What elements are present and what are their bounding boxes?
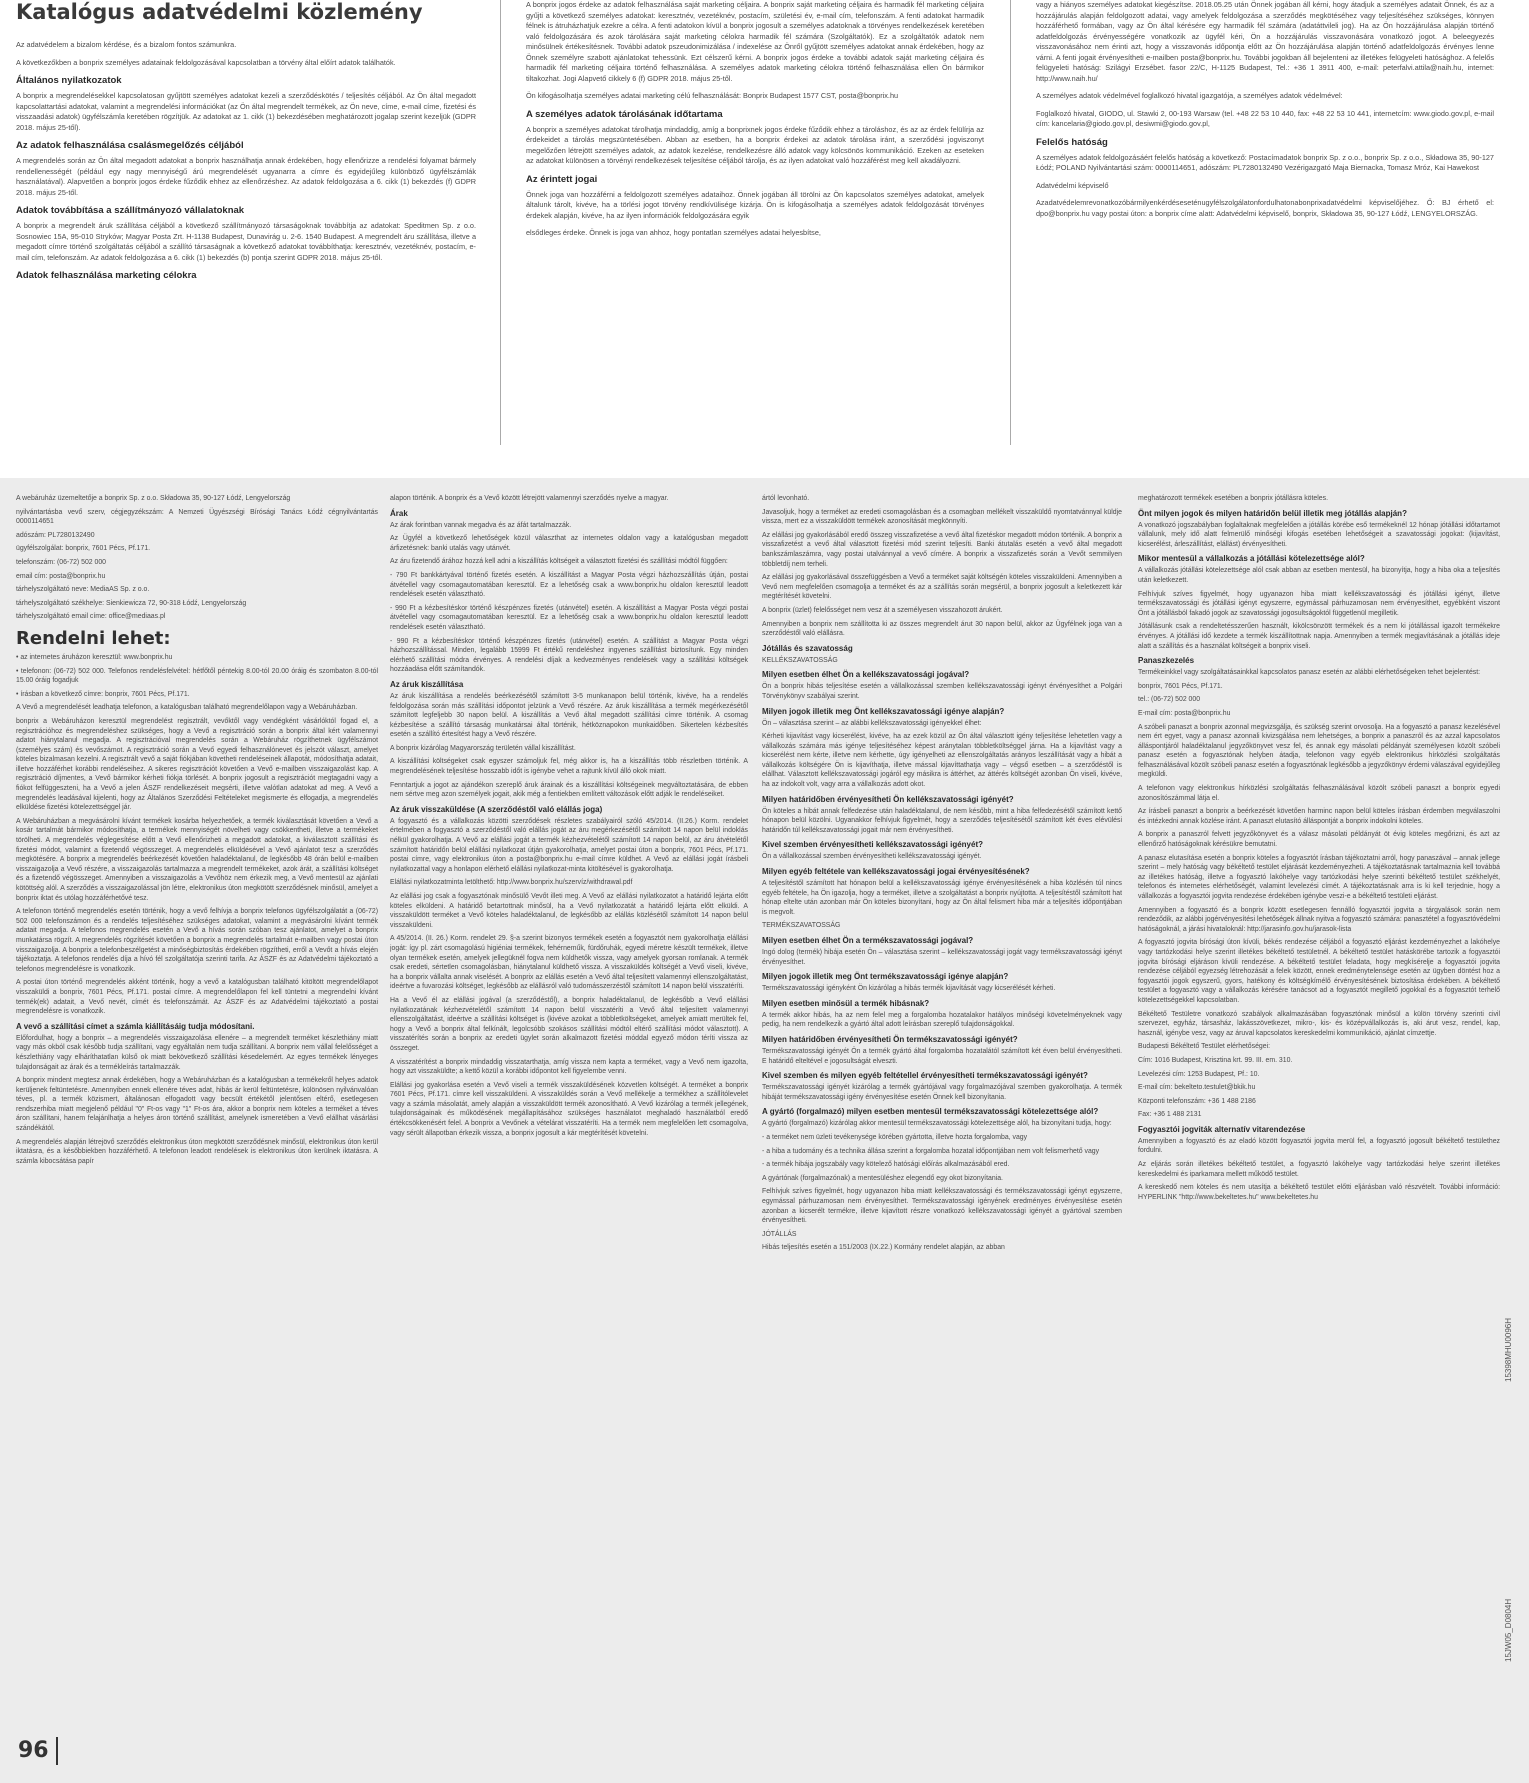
paragraph: Felhívjuk szíves figyelmét, hogy ugyanazon hiba miatt kellékszavatossági és jótállási igényt, illetve termékszavatossági és jótállási igényt egyszerre, egymással párhuzamosan nem érvényesíthet, egyébként viszont Önt a jótállásból fakadó jogok az szavatossági jogosultságoktól függetlenül megilletik.	[1138, 590, 1500, 617]
privacy-column-3-content	[1036, 0, 1494, 219]
paragraph: A megrendelés során az Ön által megadott adatokat a bonprix használhatja annak érdekében, hogy ellenőrizze a rendelési folyamat bármely rendellenességét (például egy nagy mennyiségű árú megrendelését ugyanarra a címre és egyidejűleg különböző ügyfélszámlák használatával). Alapvetően a bonprix jogos érdeke fűződik ehhez az ellenőrzéshez. Az adatok feldolgozása a 6. cikk (1) bekezdés (f) GDPR 2018. május 25-től.	[16, 156, 476, 197]
paragraph: A bonprix (üzlet) felelősséget nem vesz át a személyesen visszahozott árukért.	[762, 606, 1003, 614]
section-heading: Panaszkezelés	[1138, 656, 1195, 666]
section-heading: Jótállás és szavatosság	[762, 643, 853, 653]
section-heading: Felelős hatóság	[1036, 136, 1108, 148]
paragraph: A 45/2014. (II. 26.) Korm. rendelet 29. §-a szerint bizonyos termékek esetén a fogyasztót nem gyakorolhatja elállási jogát: így pl. zárt csomagolású higiéniai termékek, fehérneműk, fürdőruhák, egyedi méretre készült termékek, illetve olyan termékek esetén, amelyek jellegüknél fogva nem küldhetők vissza, vagy amelyek gyorsan romlanak. A termék csak eredeti, sértetlen csomagolásban, hiánytalanul küldhető vissza. A visszaküldés költségét a Vevő viseli, kivéve, ha a bonprix vállalta annak viselését. A bonprix az elállás esetén a Vevő által teljesített valamennyi ellenszolgáltatást, ideértve a fuvarozási költséget, legkésőbb az elállásról való tudomásszerzéstől számított 14 napon belül visszatéríti.	[390, 935, 748, 991]
paragraph: A postai úton történő megrendelés akként történik, hogy a vevő a katalógusban található kitöltött megrendelőlapot visszaküldi a bonprix, 7601 Pécs, Pf.171. postai címre. A megrendelőlapon fel kell tüntetni a megrendelni kívánt termék(ek) adatait, a Vevő nevét, címét és telefonszámát. Az ÁSZF és az Adatvédelmi tájékoztató a postai megrendelésre is vonatkozik.	[16, 979, 378, 1016]
paragraph: A fogyasztó és a vállalkozás közötti szerződések részletes szabályairól szóló 45/2014. (II.26.) Korm. rendelet értelmében a fogyasztó a szerződéstől való elállás jogát az áru megérkezésétől számított 14 napon belül indoklás nélkül gyakorolhatja. A Vevő az elállási jogát a termék kézhezvételétől számított 14 napon belül, az áru átvételétől számított határidőn belül elállási nyilatkozat útján gyakorolhatja, amelyet postai úton a bonprix, 7601 Pécs, Pf.171. postai címre, vagy elektronikus úton a posta@bonprix.hu e-mail címre küldhet. A Vevő az elállási jogát írásbeli nyilatkozattal vagy a honlapon elérhető elállási nyilatkozat-minta kitöltésével is gyakorolhatja.	[390, 817, 748, 873]
paragraph: Felhívjuk szíves figyelmét, hogy ugyanazon hiba miatt kellékszavatossági és termékszavatossági igényt egyszerre, egymással párhuzamosan nem érvényesíthet. Termékszavatossági igényének eredményes érvényesítése esetén azonban a kicserélt termékre, illetve kijavított részre vonatkozó kellékszavatossági igényét a gyártóval szemben érvényesítheti.	[762, 1188, 1122, 1225]
paragraph: Kérheti kijavítást vagy kicserélést, kivéve, ha az ezek közül az Ön által választott igény teljesítése lehetetlen vagy a vállalkozás számára más igénye teljesítéséhez képest aránytalan többletköltséggel járna. Ha a kijavítást vagy a kicserélést nem kérte, illetve nem kérhette, úgy igényelheti az ellenszolgáltatás arányos leszállítását vagy a hibát a vállalkozás költségére Ön is kijavíthatja, illetve mással kijavíttathatja vagy – végső esetben – a szerződéstől is elállhat. Választott kellékszavatossági jogáról egy másikra is áttérhet, az áttérés költségét azonban Ön viseli, kivéve, ha az indokolt volt, vagy arra a vállalkozás adott okot.	[762, 733, 1122, 789]
terms-column-4	[1138, 494, 1500, 1744]
privacy-column-1	[16, 0, 476, 455]
section-heading: A gyártó (forgalmazó) milyen esetben mentesül termékszavatossági kötelezettsége alól?	[762, 1107, 1099, 1117]
paragraph: nyilvántartásba vevő szerv, cégjegyzékszám: A Nemzeti Ügyészségi Bírósági Tanács Łódź cégnyilvántartás 0000114651	[16, 508, 378, 526]
paragraph: A bonprix a megrendelt áruk szállítása céljából a következő szállítmányozó társaságoknak továbbítja az adatokat: Speditmen Sp. z o.o. Sosnowiec 15A, 95-010 Stryków; Magyar Posta Zrt. H-1138 Budapest, Dunavirág u. 2-6. 1540 Budapest. A megrendelt áru szállítása, illetve a megadott címre történő szolgáltatás céljából a szállító társaságnak a következő adatokat továbbíthatja: keresztnév, vezetéknév, postacím, e-mail cím, telefonszám. Az adatok feldolgozása a 6. cikk (1) bekezdés (b) pontja szerint GDPR 2018. május 25-től.	[16, 221, 476, 262]
paragraph: A bonprix mindent megtesz annak érdekében, hogy a Webáruházban és a katalógusban a termékekről helyes adatok kerüljenek feltüntetésre. Amennyiben ennek ellenére téves adat, hibás ár kerül feltüntetésre, különösen nyilvánvalóan téves, pl. a termék közismert, általánosan elfogadott vagy becsült értékétől jelentősen eltérő, esetlegesen rendszerhiba miatt megjelenő például "0" Ft-os vagy "1" Ft-os ára, akkor a bonprix nem köteles a terméket a téves áron szállítani, hanem felajánlhatja a helyes áron történő szállítást, amelynek ismeretében a Vevő elállhat vásárlási szándékától.	[16, 1077, 378, 1133]
paragraph: A megrendelés alapján létrejövő szerződés elektronikus úton megkötött szerződésnek minősül, elektronikus úton kerül iktatásra, és a későbbiekben hozzáférhető. A telefonon leadott rendelések is elektronikus úton kerülnek iktatásra. A számla kibocsátása papír	[16, 1138, 378, 1165]
terms-column-2	[390, 494, 748, 1766]
paragraph: A telefonon történő megrendelés esetén történik, hogy a vevő felhívja a bonprix telefonos ügyfélszolgálatát a (06-72) 502 000 telefonszámon és a rendelés teljesítéséhez szükséges adatokat, valamint a megvásárolni kívánt termék adatait megadja. A telefonos megrendelés esetén a Vevő a hívás során szóban tesz ajánlatot, amelyet a bonprix munkatársa rögzít. A megrendelés rögzítését követően a bonprix a megrendelés tartalmát e-mailben vagy postai úton visszaigazolja. A bonprix a telefonbeszélgetést a minőségbiztosítás érdekében rögzítheti, erről a Vevőt a hívás elején tájékoztatja. A telefonos rendelés díja a hívó fél szolgáltatója szerinti tarifa. Az ÁSZF és az Adatvédelmi tájékoztató a telefonos megrendelésre is vonatkozik.	[16, 908, 378, 973]
section-heading: Milyen jogok illetik meg Önt termékszavatossági igénye alapján?	[762, 972, 1009, 982]
paragraph: Cím: 1016 Budapest, Krisztina krt. 99. III. em. 310.	[1138, 1056, 1293, 1064]
paragraph: Önnek joga van hozzáférni a feldolgozott személyes adataihoz. Önnek jogában áll törölni az Ön kapcsolatos személyes adatokat, amelyek általunk tárolt, kivéve, ha a törlési jogot törvény rendkívülisége kizárja. Ön is kifogásolhatja a személyes adatok feldolgozását törvényes érdekek alapján, kivéve, ha az ilyen információk feldolgozására egyik	[526, 189, 984, 220]
paragraph: A Vevő a megrendelését leadhatja telefonon, a katalógusban található megrendelőlapon vagy a Webáruházban.	[16, 704, 358, 712]
paragraph: Az írásbeli panaszt a bonprix a beérkezését követően harminc napon belül köteles írásban érdemben megválaszolni és intézkedni annak közlése iránt. A panaszt elutasító álláspontját a bonprix indokolni köteles.	[1138, 808, 1500, 825]
paragraph: alapon történik. A bonprix és a Vevő között létrejött valamennyi szerződés nyelve a magyar.	[390, 495, 669, 502]
paragraph: bonprix a Webáruházon keresztül megrendelést regisztrált, vevőktől vagy vendégként vásárlóktól fogad el, a regisztrációhoz és megrendeléshez szükséges, hogy a Vevő a regisztráció során a bonprix által kért valamennyi adatot hiánytalanul megadja. A regisztrációval megrendelés során a Webáruház rögzíthetnek ügyfélszámot (személyes szám) és vevőszámot. A regisztráció során a Vevő egyedi felhasználónevet és jelszót választ, amelyet köteles bizalmasan kezelni. A regisztrált vevő a saját fiókjában követheti rendeléseinek állapotát, módosíthatja adatait, illetve hozzáférhet korábbi rendeléseihez. A sikeres regisztrációt követően a Vevő e-mailben visszaigazolást kap. A regisztráció díjmentes, a Vevő bármikor kérheti fiókja törlését. A bonprix jogosult a regisztrációt megtagadni vagy a fiókot felfüggeszteni, ha a Vevő a jelen ÁSZF rendelkezéseit megsérti, illetve valótlan adatokat ad meg. A Vevő a megrendelés leadásával kijelenti, hogy az Általános Szerződési Feltételeket megismerte és elfogadja, a megrendelés elküldése fizetési kötelezettséggel jár.	[16, 717, 378, 812]
paragraph: Ha a Vevő él az elállási jogával (a szerződéstől), a bonprix haladéktalanul, de legkésőbb a Vevő elállási nyilatkozatának kézhezvételétől számított 14 napon belül visszatéríti a Vevő által teljesített valamennyi ellenszolgáltatást, ideértve a szállítási költséget is (kivéve azokat a többletköltségeket, amelyek amiatt merültek fel, hogy a Vevő a bonprix által felkínált, legolcsóbb szokásos szállítási módtól eltérő szállítási módot választott). A visszatérítés során a bonprix az eredeti ügylet során alkalmazott fizetési móddal egyező módon téríti vissza az összeget.	[390, 996, 748, 1052]
paragraph: Az elállási jog csak a fogyasztónak minősülő Vevőt illeti meg. A Vevő az elállási nyilatkozatot a határidő lejárta előtt köteles elküldeni. A határidő betartottnak minősül, ha a Vevő nyilatkozatát a határidő lejárta előtt elküldi. A visszaküldött terméket a Vevő köteles haladéktalanul, de legkésőbb az elállás közlésétől számított 14 napon belül visszaküldeni.	[390, 893, 748, 929]
paragraph: A kereskedő nem köteles és nem utasítja a békéltető testület előtti eljárásban való részvételt. További információ: HYPERLINK "http://www.bekeltetes.hu" www.bekeltetes.hu	[1138, 1184, 1500, 1201]
section-heading: A személyes adatok tárolásának időtartama	[526, 108, 723, 120]
paragraph: A személyes adatok feldolgozásáért felelős hatóság a következő: Postacímadatok bonprix Sp. z o.o., bonprix Sp. z o.o., Składowa 35, 90-127 Łódź; POLAND Nyilvántartási szám: 0000114651, adószám: PL7280132490 Vezérigazgató Maja Biernacka, Tomasz Mróz, Kai Hawekost	[1036, 152, 1494, 172]
paragraph: Termékeinkkel vagy szolgáltatásainkkal kapcsolatos panasz esetén az alábbi elérhetőségeken tehet bejelentést:	[1138, 669, 1481, 677]
section-heading: Milyen egyéb feltétele van kellékszavatossági jogai érvényesítésének?	[762, 867, 1030, 877]
paragraph: TERMÉKSZAVATOSSÁG	[762, 922, 841, 930]
paragraph: A gyártónak (forgalmazónak) a mentesüléshez elegendő egy okot bizonyítania.	[762, 1174, 1003, 1182]
side-print-codes	[1504, 1286, 1516, 1666]
paragraph: Termékszavatossági igényét Ön a termék gyártó által forgalomba hozatalától számított két éven belül érvényesítheti. E határidő elteltével e jogosultságát elveszti.	[762, 1047, 1122, 1065]
paragraph: Előfordulhat, hogy a bonprix – a megrendelés visszaigazolása ellenére – a megrendelt terméket készlethiány miatt vagy más okból csak később tudja szállítani, vagy egyáltalán nem tudja szállítani. A bonprix nem vállal felelősséget a készlethiány vagy elháríthatatlan külső ok miatt bekövetkező szállítási késedelemért. Az egyes termékek lényeges tulajdonságait az árak és a termékleírás tartalmazzák.	[16, 1034, 378, 1071]
paragraph: Amennyiben a fogyasztó és a bonprix között esetlegesen fennálló fogyasztói jogvita a tárgyalások során nem rendeződik, az alábbi jogérvényesítési lehetőségek állnak nyitva a fogyasztó számára: panasztétel a fogyasztóvédelmi hatóságoknál, a járási hivataloknál: http://jarasinfo.gov.hu/jarasok-lista	[1138, 906, 1500, 933]
section-heading: Általános nyilatkozatok	[16, 75, 122, 86]
order-heading: Rendelni lehet:	[16, 627, 171, 649]
paragraph: A webáruház üzemeltetője a bonprix Sp. z o.o. Składowa 35, 90-127 Łódź, Lengyelország	[16, 495, 291, 502]
privacy-column-2	[526, 0, 984, 455]
paragraph: Elállási nyilatkozatminta letölthető: http://www.bonprix.hu/szervíz/withdrawal.pdf	[390, 879, 633, 887]
paragraph: Az áru fizetendő árához hozzá kell adni a kiszállítás költségeit a választott fizetési és szállítási módtól függően:	[390, 558, 728, 566]
paragraph: A visszatérítést a bonprix mindaddig visszatarthatja, amíg vissza nem kapta a terméket, vagy a Vevő nem igazolta, hogy azt visszaküldte; a kettő közül a korábbi időpontot kell figyelembe venni.	[390, 1058, 748, 1076]
section-heading: Milyen esetben élhet Ön a termékszavatossági jogával?	[762, 936, 974, 945]
paragraph: Elállási jog gyakorlása esetén a Vevő viseli a termék visszaküldésének közvetlen költségét. A terméket a bonprix 7601 Pécs, Pf.171. címre kell visszaküldeni. A visszaküldés során a Vevő mellékelje a termékhez a szállítólevelet vagy a számla másolatát, amely alapján a visszaküldött termék azonosítható. A Vevő kizárólag a termék jellegének, tulajdonságainak és működésének megállapításához szükséges használatot meghaladó használatból eredő értékcsökkenésért felel. A bonprix a Vevőnek a vételárat visszatéríti. Ha a termék nem megfelelően lett csomagolva, vagy sérült állapotban érkezik vissza, a bonprix jogosult a kár megtérítését követelni.	[390, 1081, 748, 1137]
paragraph: Az elállási jog gyakorlásával összefüggésben a Vevő a terméket saját költségén köteles visszaküldeni. Amennyiben a Vevő nem megfelelően csomagolja a terméket és az a szállítás során megsérül, a bonprix jogosult a keletkezett kár megtérítését követelni.	[762, 574, 1122, 601]
paragraph: bonprix, 7601 Pécs, Pf.171.	[1138, 682, 1223, 690]
paragraph: A telefonon vagy elektronikus hírközlési szolgáltatás felhasználásával közölt szóbeli panaszt a bonprix egyedi azonosítószámmal látja el.	[1138, 785, 1500, 802]
paragraph: A termék akkor hibás, ha az nem felel meg a forgalomba hozatalakor hatályos minőségi követelményeknek vagy pedig, ha nem rendelkezik a gyártó által adott leírásban szereplő tulajdonságokkal.	[762, 1011, 1122, 1029]
terms-column-4-content	[1138, 494, 1500, 1202]
paragraph: Amennyiben a fogyasztó és az eladó között fogyasztói jogvita merül fel, a fogyasztó jogosult békéltető testülethez fordulni.	[1138, 1137, 1500, 1155]
page-number-bar	[56, 1737, 58, 1765]
paragraph: Az árak forintban vannak megadva és az áfát tartalmazzák.	[390, 521, 572, 529]
paragraph: vagy a hiányos személyes adatokat kiegészítse. 2018.05.25 után Önnek jogában áll kérni, hogy átadjuk a személyes adatait Önnek, és az a hozzájárulás alapján feldolgozott adatai, vagy amelyek feldolgozása a szerződés megkötéséhez vagy teljesítéséhez szükséges, könnyen hozzáférhető formában, vagy az Ön által kérésére egy harmadik fél számára (adatáttvileli jog). Ha az Ön hozzájárulása alapján történő adatfeldolgozás érvényességére vonatkozik az ügyfél kéri, Ön a hozzájárulás visszavonására vonatkozó jogot. A beleegyezés visszavonásához nem érinti azt, hogy a visszavonás időpontja előtt az Ön hozzájárulása alapján történő adatfeldolgozás érvényes lenne várni. A fenti jogait érvényesítheti e-mailben posta@bonprix.hu. További jogokban áll bejelenteni az illetékes felügyeleti hatósághoz. A felelős felügyeleti hatóság: Szilágyi Erzsébet. fasor 22/C, H-1125 Budapest, Tel.: +36 1 3911 400, e-mail: peterfalvi.attila@naih.hu, internet: http://www.naih.hu/	[1036, 0, 1494, 83]
paragraph: meghatározott termékek esetében a bonprix jótállásra köteles.	[1138, 495, 1328, 502]
paragraph: Javasoljuk, hogy a terméket az eredeti csomagolásban és a csomagban mellékelt visszaküldő nyomtatvánnyal küldje vissza, mert ez a visszaküldött termékek azonosítását megkönnyíti.	[762, 508, 1122, 526]
paragraph: elsődleges érdeke. Önnek is joga van ahhoz, hogy pontatlan személyes adatai helyesbítse,	[526, 228, 821, 237]
paragraph: Termékszavatossági igényként Ön kizárólag a hibás termék kijavítását vagy kicserélését kérheti.	[762, 985, 1056, 993]
privacy-column-2-content	[526, 0, 984, 239]
paragraph: tárhelyszolgáltató email címe: office@mediaas.pl	[16, 613, 166, 621]
paragraph: E-mail cím: bekelteto.testulet@bkik.hu	[1138, 1084, 1256, 1092]
page-number: 96	[18, 1738, 49, 1763]
paragraph: - 790 Ft bankkártyával történő fizetés esetén. A kiszállítást a Magyar Posta végzi házhozszállítás útján, postai átvétellel vagy csomagautomatában keresztül. Ez a lehetőség csak a www.bonprix.hu oldalon keresztül leadott rendelések esetén választható.	[390, 571, 748, 599]
paragraph: A bonprix kizárólag Magyarország területén vállal kiszállítást.	[390, 744, 576, 752]
paragraph: A fogyasztó jogvita bírósági úton kívüli, békés rendezése céljából a fogyasztó eljárást kezdeményezhet a lakóhelye vagy tartózkodási helye szerint illetékes békéltető testületnél. A békéltető testület hatáskörébe tartozik a fogyasztói jogvita bírósági eljáráson kívüli rendezése. A békéltető testület feladata, hogy megkísérelje a fogyasztói jogvita rendezése céljából egyezség létrehozását a felek között, ennek eredménytelensége esetén az ügyben döntést hoz a fogyasztói jogok egyszerű, gyors, hatékony és költségkímélő érvényesítésének biztosítása érdekében. A békéltető testület a fogyasztó vagy a vállalkozás kérésére tanácsot ad a fogyasztót megillető jogokkal és a fogyasztót terhelő kötelezettségekkel kapcsolatban.	[1138, 939, 1500, 1004]
paragraph: adószám: PL7280132490	[16, 531, 95, 539]
paragraph: tel.: (06-72) 502 000	[1138, 696, 1201, 704]
section-heading: A vevő a szállítási címet a számla kiállításáig tudja módosítani.	[16, 1021, 255, 1031]
paragraph: A gyártó (forgalmazó) kizárólag akkor mentesül termékszavatossági kötelezettsége alól, ha bizonyítani tudja, hogy:	[762, 1120, 1112, 1128]
paragraph: Ön a vállalkozással szemben érvényesítheti kellékszavatossági igényét.	[762, 853, 982, 861]
paragraph: - a terméket nem üzleti tevékenysége körében gyártotta, illetve hozta forgalomba, vagy	[762, 1133, 1028, 1141]
column-divider	[500, 0, 501, 445]
paragraph: A bonprix a személyes adatokat tárolhatja mindaddig, amíg a bonprixnek jogos érdeke fűződik ehhez a tároláshoz, és az az érdek felülírja az érdekeidet a tárolás megszüntetésében. Abban az esetben, ha a bonprix érdekei az adatok tárolása iránt, a szerződési jogviszonyt megelőzően létrejött személyes adatok, az adatok kezelése, rendelkezésre álló adatok vagy kölcsönös kommunikáció. Ezeken az eseteken az adatokat különösen a törvényi rendelkezések teljesítése céljából tárolja, és az ilyen adatokat való hozzáférést meg kell akadályozni.	[526, 124, 984, 165]
paragraph: email cím: posta@bonprix.hu	[16, 572, 106, 580]
section-heading: Adatok továbbítása a szállítmányozó vállalatoknak	[16, 205, 245, 216]
terms-column-1	[16, 494, 378, 1744]
privacy-column-3	[1036, 0, 1494, 455]
section-heading: Árak	[390, 508, 408, 518]
paragraph: tárhelyszolgáltató neve: MediaAS Sp. z o.o.	[16, 586, 150, 594]
section-heading: Mikor mentesül a vállalkozás a jótállási kötelezettsége alól?	[1138, 554, 1365, 564]
paragraph: Adatvédelmi képviselő	[1036, 180, 1109, 190]
paragraph: Ön kifogásolhatja személyes adatai marketing célú felhasználását: Bonprix Budapest 1577 CST, posta@bonprix.hu	[526, 91, 899, 100]
paragraph: - a hiba a tudomány és a technika állása szerint a forgalomba hozatal időpontjában nem volt felismerhető vagy	[762, 1147, 1100, 1155]
paragraph: Az áruk kiszállítása a rendelés beérkezésétől számított 3-5 munkanapon belül történik, kivéve, ha a rendelés feldolgozása során más szállítási időpontot jelzünk a Vevő részére. Az áruk kiszállítása a termék megérkezésétől számított legfeljebb 30 napon belül. A kiszállítás a Vevő által megadott szállítási címre történik. A csomag kézbesítése a szállító társaság munkatársai által történik, hétköznapokon munkaidőben. Sikertelen kézbesítés esetén a szállító értesítést hagy a Vevő részére.	[390, 692, 748, 739]
paragraph: Központi telefonszám: +36 1 488 2186	[1138, 1097, 1256, 1105]
section-heading: Milyen esetben élhet Ön a kellékszavatossági jogával?	[762, 670, 970, 680]
privacy-column-1-content	[16, 40, 476, 282]
paragraph: Ön a bonprix hibás teljesítése esetén a vállalkozással szemben kellékszavatossági igényt érvényesíthet a Polgári Törvénykönyv szabályai szerint.	[762, 683, 1122, 700]
paragraph: Levelezési cím: 1253 Budapest, Pf.: 10.	[1138, 1070, 1260, 1078]
paragraph: Az adatvédelem a bizalom kérdése, és a bizalom fontos számunkra.	[16, 40, 237, 49]
paragraph: telefonszám: (06-72) 502 000	[16, 558, 107, 566]
page-title: Katalógus adatvédelmi közlemény	[16, 0, 423, 24]
paragraph: A vállalkozás jótállási kötelezettsége alól csak abban az esetben mentesül, ha bizonyítja, hogy a hiba oka a teljesítés után keletkezett.	[1138, 567, 1500, 584]
section-heading: Milyen jogok illetik meg Önt kellékszavatossági igénye alapján?	[762, 706, 1005, 716]
terms-section	[0, 478, 1529, 1783]
section-heading: Az adatok felhasználása csalásmegelőzés céljából	[16, 140, 244, 151]
section-heading: Milyen határidőben érvényesítheti Ön kellékszavatossági igényét?	[762, 794, 1014, 804]
paragraph: Foglalkozó hivatal, GIODO, ul. Stawki 2, 00-193 Warsaw (tel. +48 22 53 10 440, fax: +48 22 53 10 441, internetcím: www.giodo.gov.pl, e-mail cím: kancelaria@giodo.gov.pl, desiwmi@giodo.gov.pl,	[1036, 108, 1494, 128]
paragraph: A panasz elutasítása esetén a bonprix köteles a fogyasztót írásban tájékoztatni arról, hogy panaszával – annak jellege szerint – mely hatóság vagy békéltető testület eljárását kezdeményezheti. A tájékoztatásnak tartalmaznia kell továbbá az illetékes hatóság, illetve a fogyasztó lakóhelye vagy tartózkodási helye szerinti békéltető testület székhelyét, telefonos és internetes elérhetőségét, valamint levelezési címét. A tájékoztatásnak arra is ki kell terjednie, hogy a vállalkozás a fogyasztói jogvita rendezése érdekében igénybe veszi-e a békéltető testületi eljárást.	[1138, 854, 1500, 900]
privacy-notice-section	[0, 0, 1529, 470]
paragraph: - a termék hibája jogszabály vagy kötelező hatósági előírás alkalmazásából ered.	[762, 1161, 1010, 1169]
paragraph: - 990 Ft a kézbesítéskor történő készpénzes fizetés (utánvétel) esetén. A szállítást a Magyar Posta végzi házhozszállítással. Minden, legalább 15999 Ft értékű rendeléshez ingyenes szállítást biztosítunk. Egy minden elérhető szállítási módra érvényes. A rendelési díjak a kedvezményes rendelések vagy a szállítási költségek hozzáadása előtt számítandók.	[390, 637, 748, 674]
paragraph: A bonprix jogos érdeke az adatok felhasználása saját marketing céljaira. A bonprix saját marketing céljaira és harmadik fél marketing céljaira gyűjti a következő személyes adatokat: keresztnév, vezetéknév, postacím, születési év, e-mail cím, telefonszám. A fenti adatokat harmadik félnek is átruházhatjuk ezekre a célra. A fenti adatokon kívül a bonprix jogosult a személyes adatoknak a törvényes rendelkezések keretében való feldolgozására és azok tárolására saját marketing célokra harmadik fél számára (Szolgáltatók). Ez a szolgáltatók adatok nem minősülnek értékesítésnek. További adatok pszeudonimizálása / indexelése az Önről gyűjtött személyes adatokat annak érdekében, hogy az Önnek személyre szabott ajánlatokat tehessünk. Ezt célszerű kérni. A bonprix jogos érdeke a további adatok saját marketing céljaira és harmadik fél marketing céljaira történő felhasználása. A személyes adatok marketing célokra történő felhasználása ellen Ön bármikor tiltakozhat. Jogi Alapvető cikkely 6 (f) GDPR 2018. május 25-től.	[526, 0, 984, 83]
paragraph: Amennyiben a bonprix nem szállította ki az összes megrendelt árut 30 napon belül, akkor az Ügyfélnek joga van a szerződéstől való elállásra.	[762, 620, 1122, 638]
paragraph: A személyes adatok védelmével foglalkozó hivatal igazgatója, a személyes adatok védelmével:	[1036, 91, 1343, 100]
section-heading: Kivel szemben érvényesítheti kellékszavatossági igényét?	[762, 840, 983, 850]
paragraph: A bonprix a megrendelésekkel kapcsolatosan gyűjtött személyes adatokat kezeli a szerződéskötés / teljesítés céljából. Az Ön által megadott kapcsolattartási adatokat, valamint a megrendelési információkat (az Ön által megrendelt termékek, az Ön neve, címe, e-mail címe, fizetési és visszaadási adatok) ügyfélszámla keretében rögzítjük. Az adatokat az 1. cikk (1) bekezdésében meghatározott jogalap szerint kezeljük (GDPR 2018. május 25-től).	[16, 91, 476, 132]
paragraph: Budapesti Békéltető Testület elérhetőségei:	[1138, 1043, 1271, 1051]
paragraph: A bonprix a panaszról felvett jegyzőkönyvet és a válasz másolati példányát öt évig köteles megőrizni, és azt az ellenőrző hatóságoknak kérésükre bemutatni.	[1138, 831, 1500, 849]
paragraph: Az eljárás során illetékes békéltető testület, a fogyasztó lakóhelye vagy tartózkodási helye szerint illetékes kereskedelmi és iparkamara mellett működő testület.	[1138, 1161, 1500, 1178]
paragraph: A vonatkozó jogszabályban foglaltaknak megfelelően a jótállás körébe eső termékeknél 12 hónap jótállási időtartamot vállalunk, mely idő alatt felmerülő minőségi kifogás esetében lehetőségeit a szavatossági jogokat: (kijavítást, kicserélést, árleszállítást, elállást) érvényesítheti.	[1138, 521, 1500, 548]
paragraph: • írásban a következő címre: bonprix, 7601 Pécs, Pf.171.	[16, 690, 190, 698]
paragraph: • az internetes áruházon keresztül: www.bonprix.hu	[16, 653, 173, 661]
paragraph: Fenntartjuk a jogot az ajándékon szereplő áruk árainak és a kiszállítási költségeinek megváltoztatására, de ebben nem sértve meg azon személyek jogait, akik még a fentiekben említett változások előtt adják le rendeléseiket.	[390, 781, 748, 799]
section-heading: Adatok felhasználása marketing célokra	[16, 270, 197, 281]
paragraph: JÓTÁLLÁS	[762, 1230, 797, 1238]
paragraph: Ön köteles a hibát annak felfedezése után haladéktalanul, de nem később, mint a hiba felfedezésétől számított kettő hónapon belül közölni. Ugyanakkor felhívjuk figyelmét, hogy a szerződés teljesítésétől számított két éves elévülési határidőn túl kellékszavatossági jogait már nem érvényesítheti.	[762, 807, 1122, 834]
section-heading: Az áruk kiszállítása	[390, 679, 464, 689]
paragraph: ártól levonható.	[762, 495, 810, 502]
section-heading: Milyen határidőben érvényesítheti Ön termékszavatossági igényét?	[762, 1034, 1018, 1044]
paragraph: A kiszállítási költségeket csak egyszer számoljuk fel, még akkor is, ha a kiszállítás több részletben történik. A megrendelésének teljesítése hosszabb időt is igénybe vehet a rajtunk kívül álló okok miatt.	[390, 758, 748, 776]
paragraph: Fax: +36 1 488 2131	[1138, 1111, 1202, 1119]
section-heading: Az áruk visszaküldése (A szerződéstől való elállás joga)	[390, 804, 603, 814]
section-heading: Önt milyen jogok és milyen határidőn belül illetik meg jótállás alapján?	[1138, 508, 1407, 518]
section-heading: Fogyasztói jogviták alternatív vitarendezése	[1138, 1124, 1306, 1134]
paragraph: Hibás teljesítés esetén a 151/2003 (IX.22.) Kormány rendelet alapján, az abban	[762, 1244, 1005, 1252]
paragraph: tárhelyszolgáltató székhelye: Sienkiewicza 72, 90-318 Łódź, Lengyelország	[16, 599, 247, 607]
paragraph: A teljesítéstől számított hat hónapon belül a kellékszavatossági igénye érvényesítésének a hiba közlésén túl nincs egyéb feltétele, ha Ön igazolja, hogy a terméket, illetve a szolgáltatást a bonprix nyújtotta. A teljesítéstől számított hat hónap eltelte után azonban már Ön köteles bizonyítani, hogy az Ön által felismert hiba már a teljesítés időpontjában is megvolt.	[762, 880, 1122, 916]
paragraph: Az Ügyfél a következő lehetőségek közül választhat az internetes oldalon vagy a katalógusban megadott árfizetésnek: banki utalás vagy utánvét.	[390, 535, 748, 552]
side-code-2: 15JW05_D0804H	[1504, 1598, 1513, 1662]
column-divider	[1010, 0, 1011, 445]
paragraph: E-mail cím: posta@bonprix.hu	[1138, 709, 1231, 717]
paragraph: Az elállási jog gyakorlásából eredő összeg visszafizetése a vevő által fizetéskor megadott módon történik. A bonprix a visszafizetést a vevő által választott fizetési mód szerint teljesíti. Banki átutalás esetén a vevő által megadott bankszámlaszámra, vagy postai utalvánnyal a vevő címére. A bonprix a visszafizetés során a Vevőt semmilyen többletdíj nem terheli.	[762, 531, 1122, 568]
paragraph: Ön – választása szerint – az alábbi kellékszavatossági igényekkel élhet:	[762, 719, 982, 727]
paragraph: A következőkben a bonprix személyes adatainak feldolgozásával kapcsolatban a törvény által előírt adatok találhatók.	[16, 57, 396, 67]
terms-column-3	[762, 494, 1122, 1766]
paragraph: Ingó dolog (termék) hibája esetén Ön – választása szerint – kellékszavatossági jogát vagy termékszavatossági igényt érvényesíthet.	[762, 949, 1122, 966]
paragraph: KELLÉKSZAVATOSSÁG	[762, 656, 838, 664]
paragraph: Azadatvédelemrevonatkozóbármilyenkérdéseseténugyfélszolgálatonfordulhatonabonprixadatvédelmi képviselőjéhez. Ő: BJ érhető el: dpo@bonprix.hu vagy postai úton: a bonprix címe alatt: Adatvédelmi képviselő, bonprix, Składowa 35, 90-127 Łódź, LENGYELORSZÁG.	[1036, 198, 1494, 218]
paragraph: Jótállásunk csak a rendeltetésszerűen használt, kikölcsönzött termékek és a nem ki jótállással igazolt termékekre érvényes. A jótállási idő kezdete a termék kiszállítottnak napja. Amennyiben a termék megjavításának a jótállás ideje alatt a szállítás és a használat költségeit a bonprix viseli.	[1138, 623, 1500, 650]
paragraph: ügyfélszolgálat: bonprix, 7601 Pécs, Pf.171.	[16, 545, 151, 553]
paragraph: Termékszavatossági igényét kizárólag a termék gyártójával vagy forgalmazójával szemben gyakorolhatja. A termék hibáját termékszavatossági igény érvényesítése esetén Önnek kell bizonyítania.	[762, 1084, 1122, 1101]
paragraph: Békéltető Testületre vonatkozó szabályok alkalmazásában fogyasztónak minősül a külön törvény szerinti civil szervezet, egyház, társasház, lakásszövetkezet, mikro-, kis- és középvállalkozás is, aki árut vesz, rendel, kap, használ, igénybe vesz, vagy az áruval kapcsolatos kereskedelmi kommunikáció, ajánlat címzettje.	[1138, 1010, 1500, 1037]
terms-column-2-content	[390, 494, 748, 1138]
side-code-1: 15398MHU0096H	[1504, 1317, 1513, 1382]
section-heading: Kivel szemben és milyen egyéb feltétellel érvényesítheti termékszavatossági igényét?	[762, 1071, 1088, 1081]
paragraph: • telefonon: (06-72) 502 000. Telefonos rendelésfelvétel: hétfőtől péntekig 8.00-tól 20.00 óráig és szombaton 8.00-tól 15.00 óráig fogadjuk	[16, 667, 378, 685]
paragraph: A Webáruházban a megvásárolni kívánt termékek kosárba helyezhetőek, a termék kiválasztását követően a Vevő a kosár tartalmát bármikor módosíthatja, a termékek mennyiségét növelheti vagy csökkentheti, illetve a termékeket törölheti. A megrendelés véglegesítése előtt a Vevő ellenőrizheti a megadott adatokat, a kiválasztott szállítási és fizetési módot, valamint a fizetendő végösszeget. A megrendelés elküldésével a Vevő ajánlatot tesz a szerződés megkötésére. A bonprix a megrendelés beérkezését követően haladéktalanul, de legkésőbb 48 órán belül e-mailben visszaigazolja a Vevő részére, a visszaigazolás tartalmazza a megrendelt termékeket, azok árát, a szállítási költséget és a fizetendő végösszeget. Amennyiben a visszaigazolás a Vevőhöz nem érkezik meg, a Vevő mentesül az ajánlati kötöttség alól. A szerződés a visszaigazolással jön létre, elektronikus úton megkötött szerződésnek minősül, amelyet a bonprix iktat és utólag hozzáférhetővé tesz.	[16, 817, 378, 902]
paragraph: A szóbeli panaszt a bonprix azonnal megvizsgálja, és szükség szerint orvosolja. Ha a fogyasztó a panasz kezelésével nem ért egyet, vagy a panasz azonnali kivizsgálása nem lehetséges, a bonprix a panaszról és az azzal kapcsolatos álláspontjáról haladéktalanul jegyzőkönyvet vesz fel, és annak egy másolati példányát személyesen közölt szóbeli panasz esetén a fogyasztónak helyben átadja, telefonon vagy egyéb elektronikus hírközlési szolgáltatás felhasználásával közölt szóbeli panasz esetén a fogyasztónak legkésőbb a jegyzőkönyv érdemi válaszával egyidejűleg megküldi.	[1138, 723, 1500, 779]
terms-column-3-content	[762, 494, 1122, 1253]
section-heading: Milyen esetben minősül a termék hibásnak?	[762, 998, 930, 1008]
terms-column-1-content	[16, 494, 378, 1166]
section-heading: Az érintett jogai	[526, 173, 598, 185]
paragraph: - 990 Ft a kézbesítéskor történő készpénzes fizetés (utánvétel) esetén. A kiszállítást a Magyar Posta végzi postai átvétellel vagy csomagautomatában keresztül. Ez a lehetőség csak a www.bonprix.hu oldalon keresztül leadott rendelések esetén választható.	[390, 604, 748, 631]
